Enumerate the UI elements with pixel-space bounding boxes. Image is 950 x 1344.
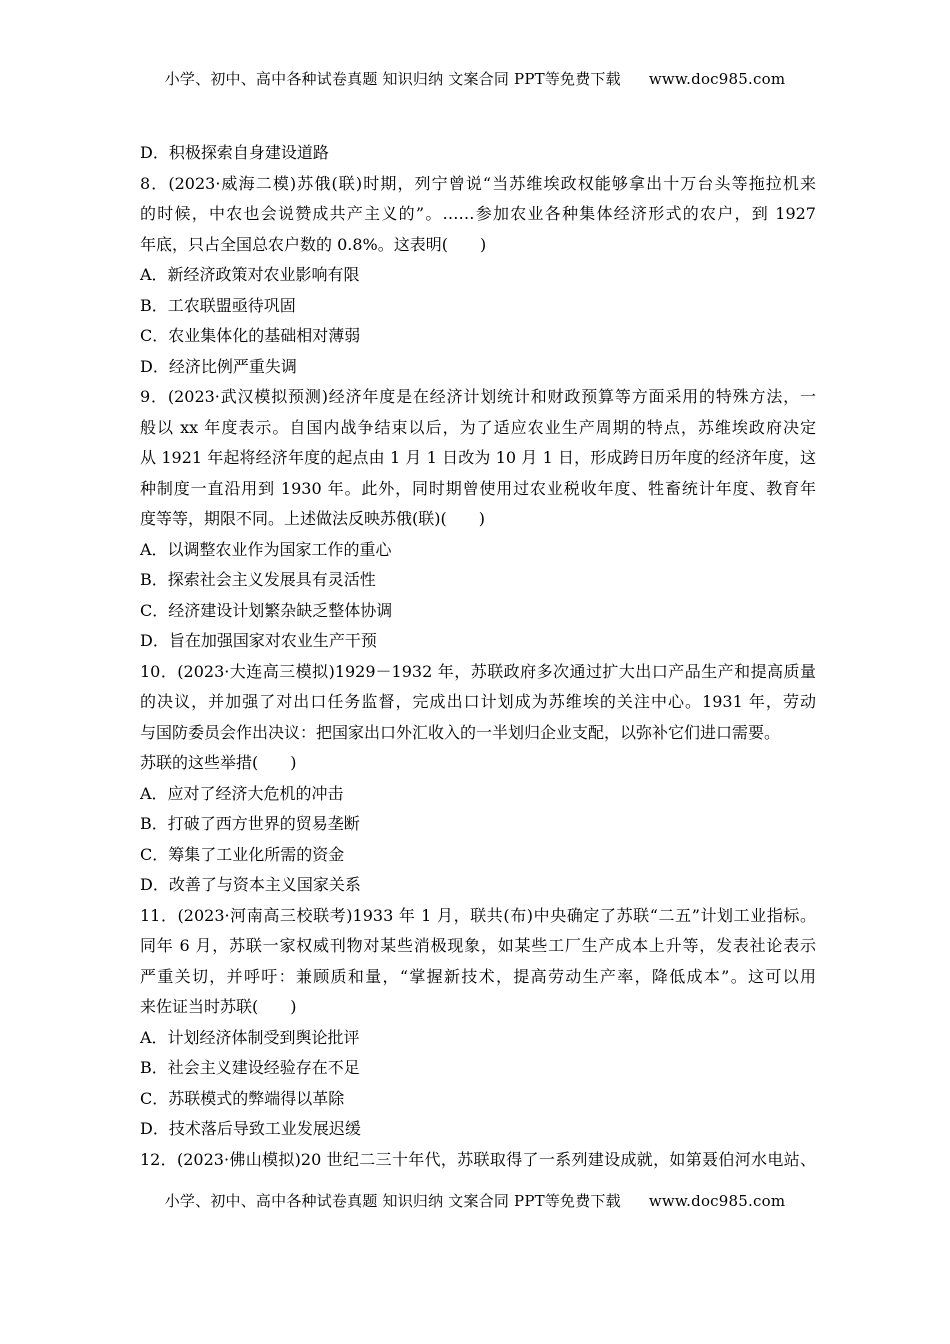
question-8-line-3: 年底，只占全国总农户数的 0.8%。这表明( )	[140, 234, 487, 254]
question-9-option-c: C．经济建设计划繁杂缺乏整体协调	[140, 600, 393, 620]
question-9-option-d: D．旨在加强国家对农业生产干预	[140, 631, 377, 650]
question-11-line-3: 严重关切，并呼吁：兼顾质和量，“掌握新技术，提高劳动生产率，降低成本”。这可以用	[140, 966, 816, 986]
question-10-line-2: 的决议，并加强了对出口任务监督，完成出口计划成为苏维埃的关注中心。1931 年，劳动	[140, 692, 816, 711]
question-11-line-2: 同年 6 月，苏联一家权威刊物对某些消极现象，如某些工厂生产成本上升等，发表社论表示	[140, 936, 816, 955]
question-8-option-d: D．经济比例严重失调	[140, 356, 297, 376]
question-10-option-c: C．筹集了工业化所需的资金	[140, 844, 345, 864]
page-footer	[0, 1190, 950, 1211]
question-8-line-2: 的时候，中农也会说赞成共产主义的”。……参加农业各种集体经济形式的农户，到 1927	[140, 204, 816, 223]
question-10-option-b: B．打破了西方世界的贸易垄断	[140, 814, 360, 833]
question-content	[140, 138, 816, 1175]
question-9-line-3: 从 1921 年起将经济年度的起点由 1 月 1 日改为 10 月 1 日，形成跨日历年度的经济年度，这	[140, 448, 816, 467]
question-10-option-a: A．应对了经济大危机的冲击	[140, 783, 344, 803]
question-11-option-b: B．社会主义建设经验存在不足	[140, 1058, 360, 1077]
question-8-option-b: B．工农联盟亟待巩固	[140, 295, 296, 315]
question-9-option-b: B．探索社会主义发展具有灵活性	[140, 570, 376, 589]
question-10	[140, 657, 816, 901]
question-11	[140, 901, 816, 1145]
question-9-line-4: 种制度一直沿用到 1930 年。此外，同时期曾使用过农业税收年度、牲畜统计年度、教育年	[140, 478, 816, 498]
question-10-option-d: D．改善了与资本主义国家关系	[140, 875, 361, 894]
question-9-line-5: 度等等，期限不同。上述做法反映苏俄(联)( )	[140, 509, 485, 528]
question-8-option-c: C．农业集体化的基础相对薄弱	[140, 326, 361, 345]
question-9-option-a: A．以调整农业作为国家工作的重心	[140, 539, 392, 559]
header-site: www.doc985.com	[648, 70, 786, 88]
question-8-line-1: 8．(2023·威海二模)苏俄(联)时期，列宁曾说“当苏维埃政权能够拿出十万台头等拖拉机来	[140, 173, 816, 193]
question-9	[140, 382, 816, 657]
page-header	[0, 68, 950, 89]
footer-text: 小学、初中、高中各种试卷真题 知识归纳 文案合同 PPT等免费下载	[164, 1192, 621, 1210]
question-10-line-3: 与国防委员会作出决议：把国家出口外汇收入的一半划归企业支配，以弥补它们进口需要。	[140, 722, 781, 742]
question-12	[140, 1145, 816, 1176]
question-9-line-1: 9．(2023·武汉模拟预测)经济年度是在经济计划统计和财政预算等方面采用的特殊方法，一	[140, 387, 816, 406]
question-8	[140, 169, 816, 383]
question-8-option-a: A．新经济政策对农业影响有限	[140, 265, 360, 284]
question-11-line-4: 来佐证当时苏联( )	[140, 997, 297, 1016]
question-11-option-d: D．技术落后导致工业发展迟缓	[140, 1119, 361, 1138]
header-text: 小学、初中、高中各种试卷真题 知识归纳 文案合同 PPT等免费下载	[164, 70, 621, 88]
question-10-line-4: 苏联的这些举措( )	[140, 753, 297, 772]
question-11-option-a: A．计划经济体制受到舆论批评	[140, 1027, 360, 1047]
question-10-line-1: 10．(2023·大连高三模拟)1929－1932 年，苏联政府多次通过扩大出口产品生产和提高质量	[140, 661, 816, 681]
footer-site: www.doc985.com	[648, 1192, 786, 1210]
question-12-line-1: 12．(2023·佛山模拟)20 世纪二三十年代，苏联取得了一系列建设成就，如第聂伯河水电站、	[140, 1149, 816, 1169]
prev-option-d: D．积极探索自身建设道路	[140, 143, 329, 162]
question-11-line-1: 11．(2023·河南高三校联考)1933 年 1 月，联共(布)中央确定了苏联“二五”计划工业指标。	[140, 905, 816, 925]
question-9-line-2: 般以 xx 年度表示。自国内战争结束以后，为了适应农业生产周期的特点，苏维埃政府决定	[140, 417, 816, 437]
question-11-option-c: C．苏联模式的弊端得以革除	[140, 1088, 345, 1108]
